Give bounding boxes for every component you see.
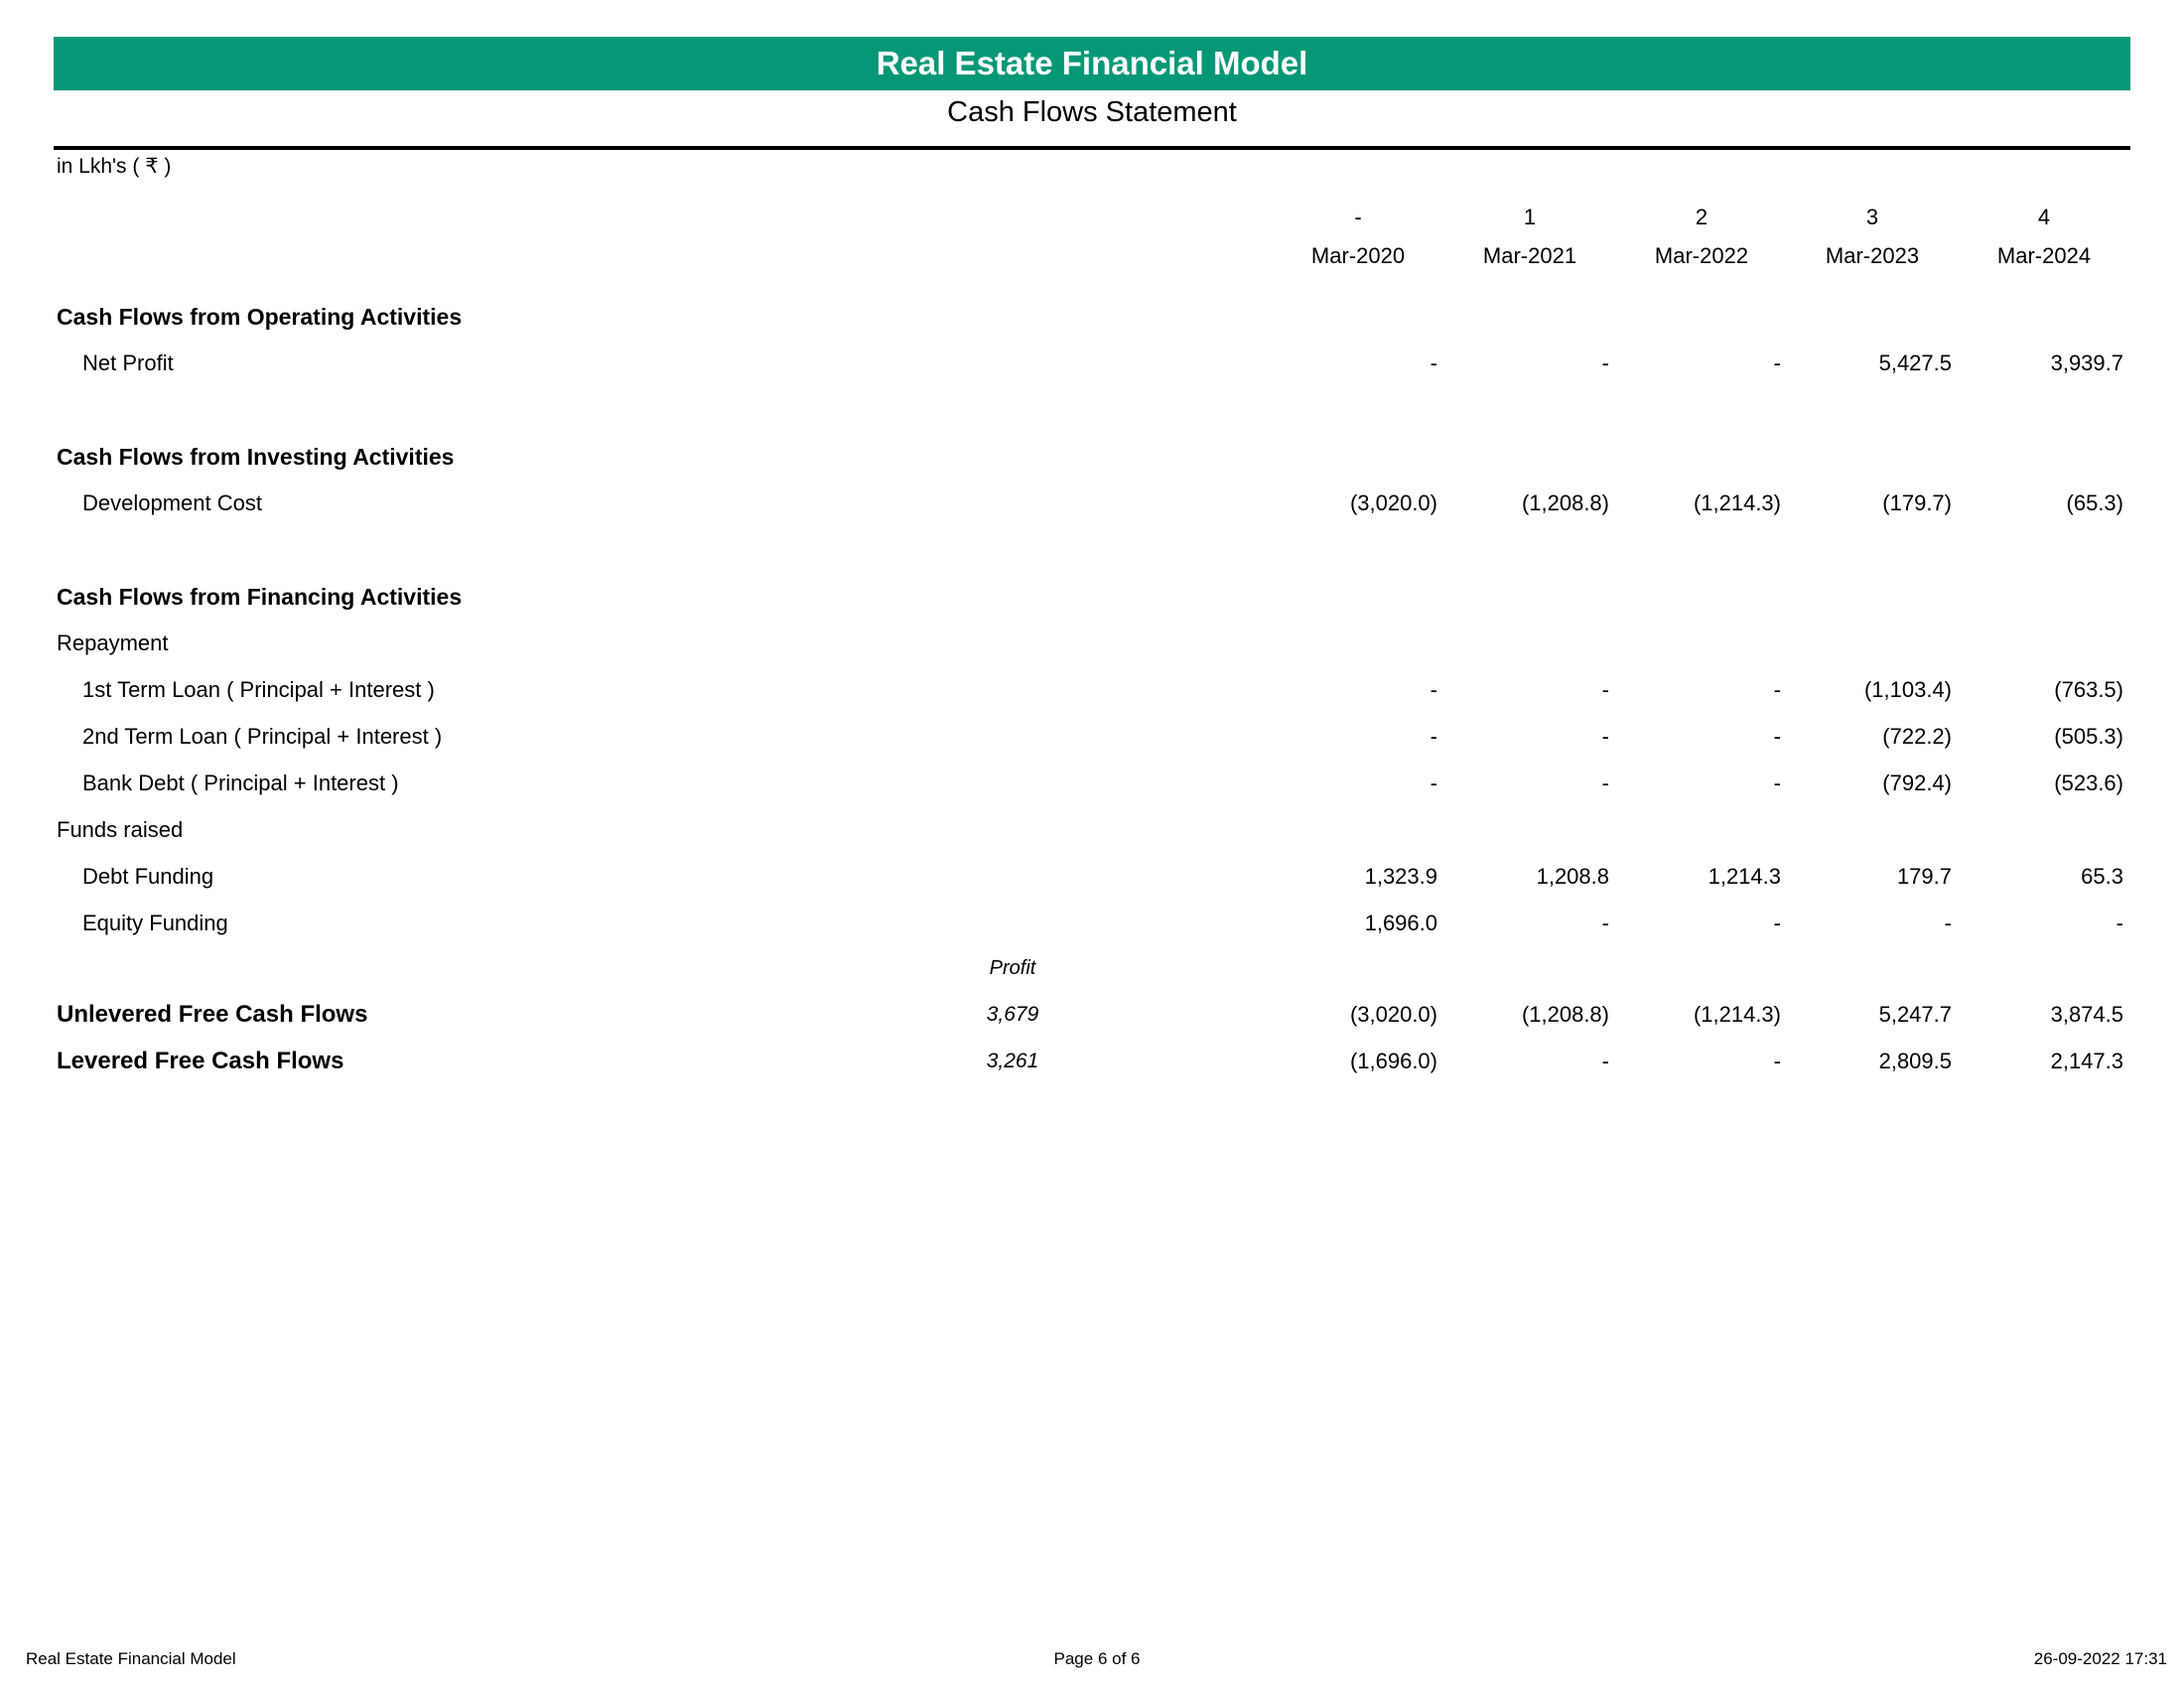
value-cell: 3,874.5 [2050,1002,2123,1027]
report-title-banner [54,37,2130,90]
value-cell: (1,103.4) [1863,677,1952,702]
table-row [0,670,2184,710]
value-cell: 65.3 [2081,864,2123,889]
value-cell: (179.7) [1882,491,1952,515]
value-cell: 1,323.9 [1364,864,1437,889]
period-header: 3 [1865,205,1879,229]
value-cell: 1,214.3 [1707,864,1781,889]
value-cell: - [1601,911,1609,935]
value-cell: (792.4) [1882,771,1952,795]
report-subtitle: Cash Flows Statement [947,96,1237,128]
value-cell: (1,214.3) [1693,1002,1781,1027]
value-cell: 179.7 [1896,864,1952,889]
header-divider [54,146,2130,150]
value-cell: (1,696.0) [1349,1049,1437,1073]
value-cell: (505.3) [2054,724,2123,749]
profit-column-header: Profit [989,957,1036,979]
value-cell: (1,208.8) [1521,491,1609,515]
table-row [0,1042,2184,1081]
section-heading: Cash Flows from Financing Activities [57,584,463,610]
value-cell: (65.3) [2066,491,2123,515]
table-row [0,904,2184,943]
value-cell: - [1430,724,1437,749]
value-cell: - [1773,351,1781,375]
subgroup-label: Repayment [57,631,169,655]
value-cell: - [1601,1049,1609,1073]
table-row [0,857,2184,897]
value-cell: (763.5) [2054,677,2123,702]
value-cell: 2,147.3 [2050,1049,2123,1073]
operating-section-heading-row [0,297,2184,337]
subgroup-label: Funds raised [57,817,184,842]
value-cell: - [1944,911,1952,935]
row-label: 1st Term Loan ( Principal + Interest ) [82,677,435,702]
repayment-subheading-row [0,624,2184,663]
report-title: Real Estate Financial Model [876,45,1308,81]
section-heading: Cash Flows from Investing Activities [57,444,455,470]
value-cell: 1,696.0 [1364,911,1437,935]
value-cell: 5,247.7 [1878,1002,1952,1027]
value-cell: - [1773,1049,1781,1073]
row-label: Unlevered Free Cash Flows [57,1001,368,1028]
unit-label: in Lkh's ( ₹ ) [57,155,172,178]
date-header: Mar-2020 [1310,243,1406,268]
table-row [0,764,2184,803]
period-header-row [0,199,2184,238]
value-cell: 2,809.5 [1878,1049,1952,1073]
value-cell: 5,427.5 [1878,351,1952,375]
row-label: Equity Funding [82,911,228,935]
row-label: 2nd Term Loan ( Principal + Interest ) [82,724,443,749]
funds-raised-subheading-row [0,810,2184,850]
row-label: Bank Debt ( Principal + Interest ) [82,771,399,795]
value-cell: (722.2) [1882,724,1952,749]
value-cell: (1,214.3) [1693,491,1781,515]
profit-value: 3,679 [986,1003,1039,1026]
value-cell: - [1773,724,1781,749]
profit-value: 3,261 [986,1050,1039,1072]
date-header: Mar-2021 [1482,243,1577,268]
value-cell: - [2116,911,2123,935]
table-row [0,717,2184,757]
table-row [0,484,2184,523]
value-cell: (1,208.8) [1521,1002,1609,1027]
date-header: Mar-2024 [1996,243,2092,268]
table-row [0,995,2184,1035]
footer-timestamp: 26-09-2022 17:31 [2033,1649,2167,1668]
footer-page-number: Page 6 of 6 [1053,1649,1141,1668]
value-cell: - [1773,771,1781,795]
row-label: Levered Free Cash Flows [57,1048,344,1074]
value-cell: - [1601,771,1609,795]
table-row [0,344,2184,383]
value-cell: - [1601,351,1609,375]
row-label: Debt Funding [82,864,214,889]
footer-document-title: Real Estate Financial Model [26,1649,236,1668]
investing-section-heading-row [0,437,2184,477]
value-cell: (3,020.0) [1349,1002,1437,1027]
period-header: - [1354,205,1362,229]
value-cell: - [1430,351,1437,375]
value-cell: (523.6) [2054,771,2123,795]
value-cell: - [1773,911,1781,935]
value-cell: - [1601,724,1609,749]
section-heading: Cash Flows from Operating Activities [57,304,463,330]
period-header: 1 [1523,205,1537,229]
date-header-row [0,237,2184,277]
value-cell: - [1773,677,1781,702]
value-cell: - [1430,677,1437,702]
row-label: Development Cost [82,491,262,515]
value-cell: (3,020.0) [1349,491,1437,515]
value-cell: - [1601,677,1609,702]
row-label: Net Profit [82,351,174,375]
period-header: 2 [1695,205,1708,229]
value-cell: - [1430,771,1437,795]
profit-header-row [0,948,2184,988]
value-cell: 1,208.8 [1536,864,1609,889]
date-header: Mar-2022 [1654,243,1749,268]
value-cell: 3,939.7 [2050,351,2123,375]
date-header: Mar-2023 [1825,243,1920,268]
financing-section-heading-row [0,577,2184,617]
period-header: 4 [2037,205,2051,229]
